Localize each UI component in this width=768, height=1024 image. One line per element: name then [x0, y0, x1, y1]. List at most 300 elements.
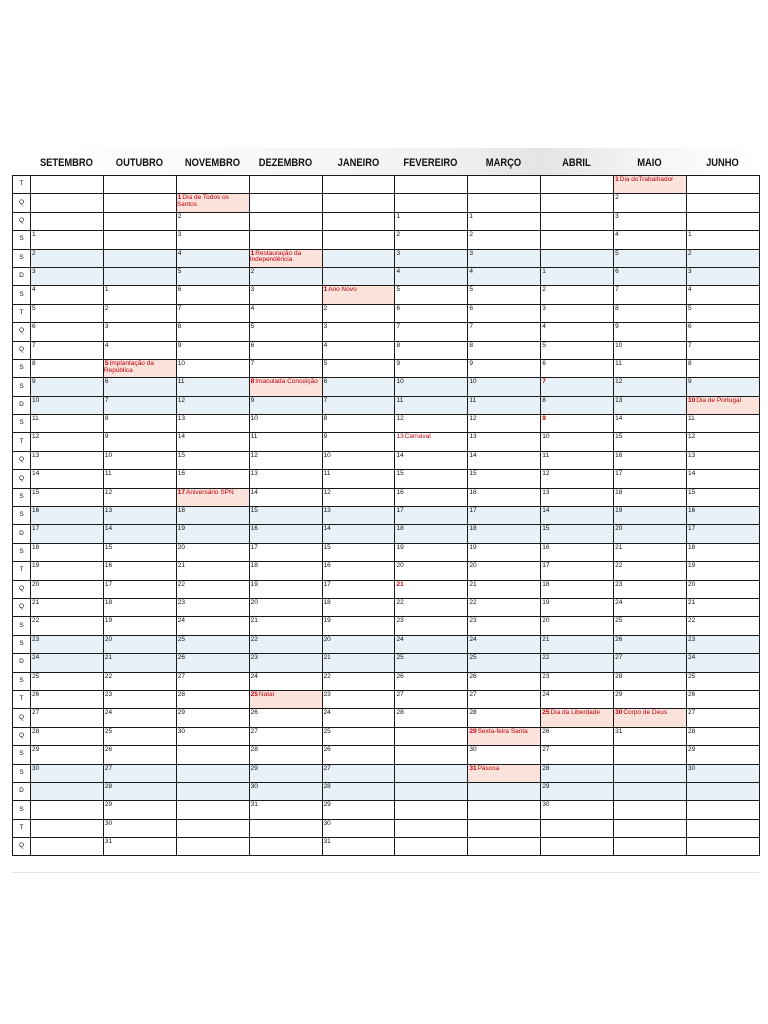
day-number: 4 [250, 304, 255, 312]
day-number: 28 [469, 709, 477, 717]
day-number: 27 [615, 654, 623, 662]
day-cell [395, 267, 468, 285]
day-number: 28 [396, 709, 404, 717]
day-number: 18 [32, 543, 40, 551]
day-cell [103, 176, 176, 194]
day-number: 3 [396, 249, 401, 257]
day-number: 17 [104, 580, 113, 588]
day-cell [176, 359, 249, 377]
day-number: 17 [469, 507, 477, 515]
day-number: 30 [32, 764, 40, 772]
day-number: 20 [688, 580, 696, 588]
day-cell [31, 341, 104, 359]
calendar-row [13, 323, 760, 341]
day-number: 27 [469, 690, 477, 698]
weekday-label: S [13, 507, 31, 525]
day-number: 30 [615, 709, 623, 717]
day-cell [249, 819, 322, 837]
day-cell [687, 286, 760, 304]
day-number: 9 [615, 323, 619, 331]
day-number: 10 [615, 341, 623, 349]
day-cell [103, 690, 176, 708]
day-cell [249, 782, 322, 800]
day-number: 25 [469, 654, 477, 662]
day-number: 30 [323, 819, 331, 827]
day-cell [614, 543, 687, 561]
day-cell [541, 231, 614, 249]
day-number: 8 [323, 415, 328, 423]
calendar-row [13, 727, 760, 745]
day-cell [395, 304, 468, 322]
day-cell [541, 267, 614, 285]
day-cell [541, 525, 614, 543]
day-cell [103, 672, 176, 690]
month-name-3: DEZEMBRO [258, 157, 312, 169]
calendar-row [13, 562, 760, 580]
day-cell [31, 727, 104, 745]
day-number: 6 [396, 304, 401, 312]
day-number: 17 [32, 525, 40, 533]
month-name-5: FEVEREIRO [403, 157, 458, 169]
day-number: 4 [323, 341, 328, 349]
day-cell [322, 323, 395, 341]
day-cell [176, 378, 249, 396]
day-cell [31, 323, 104, 341]
day-cell [614, 323, 687, 341]
day-number: 30 [469, 746, 477, 754]
day-cell [687, 672, 760, 690]
day-number: 18 [323, 598, 331, 606]
day-cell [687, 249, 760, 267]
day-number: 6 [469, 304, 473, 312]
day-number: 25 [542, 709, 550, 717]
day-cell [176, 194, 249, 212]
day-cell [249, 451, 322, 469]
day-number: 16 [250, 525, 258, 533]
day-number: 2 [323, 304, 328, 312]
day-cell [322, 304, 395, 322]
day-cell [541, 598, 614, 616]
day-cell [687, 617, 760, 635]
weekday-label: S [13, 543, 31, 561]
holiday-label: Dia da Liberdade [550, 709, 600, 717]
day-cell [614, 231, 687, 249]
day-number: 12 [250, 451, 258, 459]
calendar-row [13, 488, 760, 506]
day-cell [395, 801, 468, 819]
day-cell [468, 304, 541, 322]
day-number: 1 [177, 194, 182, 202]
day-cell [249, 746, 322, 764]
day-cell [614, 249, 687, 267]
weekday-label: S [13, 488, 31, 506]
month-name-4: JANEIRO [337, 157, 379, 169]
day-number: 22 [323, 672, 331, 680]
day-cell [103, 323, 176, 341]
day-number: 13 [396, 433, 404, 441]
day-cell [614, 580, 687, 598]
weekday-label: S [13, 746, 31, 764]
day-cell [31, 782, 104, 800]
weekday-label: T [13, 562, 31, 580]
weekday-label: D [13, 782, 31, 800]
weekday-label: Q [13, 580, 31, 598]
month-name-6: MARÇO [486, 157, 522, 169]
day-cell [468, 801, 541, 819]
day-number: 17 [177, 488, 186, 496]
day-cell [322, 635, 395, 653]
day-cell [395, 782, 468, 800]
day-cell [468, 249, 541, 267]
calendar-row [13, 212, 760, 230]
day-number: 11 [542, 451, 549, 459]
day-number: 13 [177, 415, 186, 423]
day-cell [322, 267, 395, 285]
day-number: 18 [177, 507, 186, 515]
calendar-row [13, 543, 760, 561]
day-number: 11 [250, 433, 258, 441]
day-number: 26 [615, 635, 623, 643]
day-number: 29 [177, 709, 186, 717]
day-number: 29 [104, 801, 113, 809]
day-number: 10 [469, 378, 477, 386]
day-cell [31, 709, 104, 727]
day-cell [322, 433, 395, 451]
day-cell [31, 415, 104, 433]
day-number: 7 [104, 396, 109, 404]
day-cell [614, 635, 687, 653]
day-number: 12 [688, 433, 696, 441]
day-cell [395, 690, 468, 708]
day-cell [614, 617, 687, 635]
day-number: 24 [32, 654, 40, 662]
day-cell [249, 801, 322, 819]
day-cell [322, 286, 395, 304]
day-number: 5 [615, 249, 619, 257]
day-number: 6 [177, 286, 182, 294]
day-cell [249, 341, 322, 359]
day-cell [687, 194, 760, 212]
day-cell [468, 764, 541, 782]
day-cell [31, 543, 104, 561]
day-cell [249, 396, 322, 414]
day-cell [176, 654, 249, 672]
day-number: 2 [250, 267, 255, 275]
day-cell [176, 580, 249, 598]
day-number: 2 [32, 249, 36, 257]
day-number: 29 [32, 746, 40, 754]
day-cell [322, 341, 395, 359]
day-cell [395, 543, 468, 561]
day-number: 5 [104, 359, 109, 367]
month-name-7: ABRIL [562, 157, 591, 169]
day-number: 16 [32, 507, 40, 515]
day-cell [687, 598, 760, 616]
day-number: 2 [177, 212, 182, 220]
day-cell [103, 415, 176, 433]
day-number: 28 [104, 782, 113, 790]
holiday-label: Dia de Todos os Santos [176, 194, 229, 209]
weekday-label: Q [13, 598, 31, 616]
day-number: 19 [542, 598, 550, 606]
day-number: 24 [104, 709, 113, 717]
day-cell [395, 635, 468, 653]
day-cell [614, 488, 687, 506]
weekday-label: Q [13, 451, 31, 469]
day-cell [468, 231, 541, 249]
day-number: 5 [688, 304, 692, 312]
day-cell [541, 433, 614, 451]
day-number: 24 [323, 709, 331, 717]
day-cell [249, 249, 322, 267]
day-number: 19 [469, 543, 477, 551]
day-number: 24 [615, 598, 623, 606]
day-number: 3 [615, 212, 619, 220]
day-cell [103, 212, 176, 230]
day-cell [322, 690, 395, 708]
day-number: 1 [469, 212, 473, 220]
calendar-row [13, 194, 760, 212]
day-number: 22 [615, 562, 623, 570]
day-cell [541, 543, 614, 561]
day-cell [468, 617, 541, 635]
day-number: 4 [615, 231, 619, 239]
day-cell [468, 176, 541, 194]
day-cell [103, 617, 176, 635]
day-number: 14 [688, 470, 696, 478]
weekday-label: D [13, 267, 31, 285]
holiday-label: Dia doTrabalhador [619, 176, 674, 183]
calendar-row [13, 690, 760, 708]
day-cell [176, 396, 249, 414]
day-number: 14 [615, 415, 623, 423]
day-number: 11 [177, 378, 185, 386]
day-number: 23 [32, 635, 40, 643]
day-cell [176, 525, 249, 543]
day-cell [249, 507, 322, 525]
day-cell [468, 709, 541, 727]
day-cell [103, 359, 176, 377]
day-number: 5 [323, 359, 328, 367]
weekday-label: S [13, 231, 31, 249]
day-cell [103, 267, 176, 285]
day-number: 13 [542, 488, 550, 496]
holiday-label: Aniversário SPN [186, 488, 234, 496]
day-cell [176, 617, 249, 635]
day-cell [541, 488, 614, 506]
day-cell [322, 451, 395, 469]
day-cell [103, 635, 176, 653]
day-number: 26 [177, 654, 186, 662]
day-number: 1 [323, 286, 328, 294]
day-number: 28 [688, 727, 696, 735]
day-cell [31, 654, 104, 672]
day-cell [614, 194, 687, 212]
day-number: 21 [688, 598, 696, 606]
day-cell [103, 654, 176, 672]
day-number: 1 [542, 267, 546, 275]
day-cell [541, 286, 614, 304]
day-cell [468, 378, 541, 396]
day-number: 10 [177, 359, 186, 367]
day-cell [614, 378, 687, 396]
day-number: 23 [177, 598, 186, 606]
day-cell [103, 470, 176, 488]
day-number: 20 [323, 635, 331, 643]
day-cell [31, 819, 104, 837]
day-cell [322, 249, 395, 267]
day-number: 21 [396, 580, 404, 588]
day-cell [176, 598, 249, 616]
day-number: 12 [396, 415, 404, 423]
day-cell [322, 819, 395, 837]
day-number: 1 [104, 286, 109, 294]
day-number: 19 [177, 525, 186, 533]
day-cell [687, 488, 760, 506]
day-cell [395, 580, 468, 598]
day-cell [176, 764, 249, 782]
day-cell [541, 562, 614, 580]
day-number: 22 [32, 617, 40, 625]
day-number: 30 [542, 801, 550, 809]
day-number: 18 [104, 598, 113, 606]
calendar-row [13, 617, 760, 635]
day-cell [468, 415, 541, 433]
weekday-label: Q [13, 212, 31, 230]
day-cell [322, 562, 395, 580]
day-number: 21 [32, 598, 40, 606]
weekday-label: S [13, 672, 31, 690]
day-number: 8 [469, 341, 473, 349]
day-cell [322, 580, 395, 598]
day-number: 14 [250, 488, 258, 496]
calendar-row [13, 801, 760, 819]
day-cell [31, 433, 104, 451]
day-cell [31, 635, 104, 653]
day-number: 2 [688, 249, 692, 257]
day-cell [614, 598, 687, 616]
day-cell [614, 415, 687, 433]
holiday-label: Corpo de Deus [623, 709, 668, 717]
day-cell [322, 654, 395, 672]
day-number: 6 [542, 359, 546, 367]
day-number: 5 [32, 304, 36, 312]
weekday-label: S [13, 764, 31, 782]
day-number: 27 [104, 764, 113, 772]
day-cell [103, 304, 176, 322]
day-number: 5 [542, 341, 546, 349]
day-number: 22 [177, 580, 186, 588]
day-cell [176, 176, 249, 194]
day-cell [249, 286, 322, 304]
day-cell [322, 378, 395, 396]
day-cell [322, 764, 395, 782]
day-number: 25 [323, 727, 331, 735]
day-cell [249, 635, 322, 653]
day-cell [687, 727, 760, 745]
day-number: 8 [104, 415, 109, 423]
day-cell [395, 709, 468, 727]
day-cell [687, 470, 760, 488]
day-cell [614, 801, 687, 819]
day-number: 15 [396, 470, 404, 478]
day-cell [614, 525, 687, 543]
day-number: 9 [542, 415, 546, 423]
day-number: 20 [250, 598, 258, 606]
day-number: 29 [323, 801, 331, 809]
day-cell [322, 598, 395, 616]
day-cell [541, 801, 614, 819]
day-number: 26 [542, 727, 550, 735]
day-number: 2 [104, 304, 109, 312]
day-cell [249, 267, 322, 285]
day-number: 3 [250, 286, 255, 294]
day-cell [614, 396, 687, 414]
day-cell [103, 709, 176, 727]
day-cell [176, 304, 249, 322]
day-number: 8 [250, 378, 255, 386]
day-number: 14 [323, 525, 331, 533]
day-cell [31, 194, 104, 212]
day-cell [614, 654, 687, 672]
day-number: 2 [469, 231, 473, 239]
day-number: 12 [104, 488, 113, 496]
day-cell [103, 838, 176, 856]
day-number: 16 [542, 543, 550, 551]
day-number: 27 [396, 690, 404, 698]
day-number: 30 [104, 819, 113, 827]
calendar-row [13, 341, 760, 359]
day-number: 18 [250, 562, 258, 570]
day-number: 22 [469, 598, 477, 606]
day-number: 8 [688, 359, 692, 367]
day-cell [249, 378, 322, 396]
day-number: 1 [32, 231, 36, 239]
weekday-label: Q [13, 470, 31, 488]
day-cell [176, 801, 249, 819]
calendar-row [13, 672, 760, 690]
day-cell [395, 672, 468, 690]
day-cell [31, 580, 104, 598]
day-cell [541, 212, 614, 230]
day-cell [395, 470, 468, 488]
day-cell [249, 212, 322, 230]
day-cell [541, 709, 614, 727]
day-cell [541, 507, 614, 525]
day-number: 4 [104, 341, 109, 349]
day-number: 25 [32, 672, 40, 680]
day-cell [541, 617, 614, 635]
day-number: 2 [615, 194, 619, 202]
day-number: 31 [250, 801, 258, 809]
day-number: 12 [615, 378, 623, 386]
day-cell [468, 451, 541, 469]
weekday-label: Q [13, 838, 31, 856]
day-cell [31, 672, 104, 690]
day-cell [249, 470, 322, 488]
day-cell [395, 764, 468, 782]
calendar-row [13, 451, 760, 469]
calendar-row [13, 782, 760, 800]
day-number: 26 [250, 709, 258, 717]
day-cell [31, 690, 104, 708]
day-number: 19 [104, 617, 113, 625]
day-number: 30 [688, 764, 696, 772]
day-number: 21 [323, 654, 331, 662]
day-cell [31, 304, 104, 322]
day-cell [468, 690, 541, 708]
weekday-label: S [13, 801, 31, 819]
